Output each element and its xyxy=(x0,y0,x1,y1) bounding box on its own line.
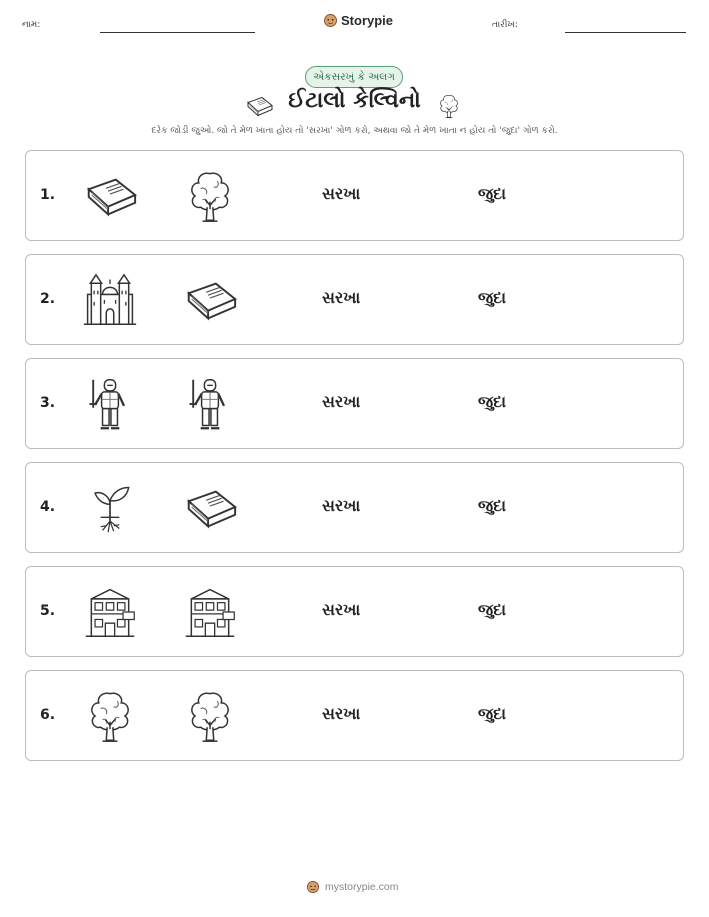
building-icon xyxy=(81,584,139,640)
question-number: 2. xyxy=(40,291,56,307)
footer xyxy=(306,880,399,894)
option-different[interactable]: જુદા xyxy=(478,704,507,723)
name-label: નામ: xyxy=(22,20,41,30)
knight-icon xyxy=(81,376,139,432)
brand-name: Storypie xyxy=(341,13,394,28)
question-row xyxy=(25,566,684,657)
tree-icon xyxy=(81,688,139,744)
footer-url[interactable]: mystorypie.com xyxy=(325,881,399,893)
brand-logo xyxy=(323,13,393,28)
tree-icon xyxy=(181,688,239,744)
tree-icon xyxy=(436,92,462,120)
sprout-icon xyxy=(81,480,139,536)
date-label: તારીખ: xyxy=(492,20,518,30)
book-icon xyxy=(181,272,239,328)
question-row xyxy=(25,254,684,345)
option-same[interactable]: સરખા xyxy=(322,496,361,515)
question-row xyxy=(25,358,684,449)
option-different[interactable]: જુદા xyxy=(478,600,507,619)
question-number: 4. xyxy=(40,499,56,515)
question-row xyxy=(25,462,684,553)
instructions: દરેક જોડી જુઓ. જો તે મેળ ખાતા હોય તો 'સરખા' ગોળ કરો, અથવા જો તે મેળ ખાતા ન હોય તો 'જુદા' ગોળ કરો. xyxy=(151,126,558,136)
question-number: 5. xyxy=(40,603,56,619)
castle-icon xyxy=(81,272,139,328)
option-same[interactable]: સરખા xyxy=(322,600,361,619)
question-number: 1. xyxy=(40,187,56,203)
topic-tag: એકસરખું કે અલગ xyxy=(305,66,403,88)
book-icon xyxy=(81,168,139,224)
question-row xyxy=(25,150,684,241)
tree-icon xyxy=(181,168,239,224)
option-same[interactable]: સરખા xyxy=(322,392,361,411)
question-number: 6. xyxy=(40,707,56,723)
storypie-mascot-icon xyxy=(306,880,320,894)
page-title: ઈટાલો કેલ્વિનો xyxy=(288,88,421,113)
building-icon xyxy=(181,584,239,640)
storypie-mascot-icon xyxy=(323,13,338,28)
knight-icon xyxy=(181,376,239,432)
option-same[interactable]: સરખા xyxy=(322,184,361,203)
question-number: 3. xyxy=(40,395,56,411)
question-row xyxy=(25,670,684,761)
option-different[interactable]: જુદા xyxy=(478,392,507,411)
date-line[interactable] xyxy=(565,32,686,33)
option-different[interactable]: જુદા xyxy=(478,184,507,203)
name-line[interactable] xyxy=(100,32,255,33)
book-icon xyxy=(181,480,239,536)
option-different[interactable]: જુદા xyxy=(478,496,507,515)
option-different[interactable]: જુદા xyxy=(478,288,507,307)
option-same[interactable]: સરખા xyxy=(322,704,361,723)
option-same[interactable]: સરખા xyxy=(322,288,361,307)
